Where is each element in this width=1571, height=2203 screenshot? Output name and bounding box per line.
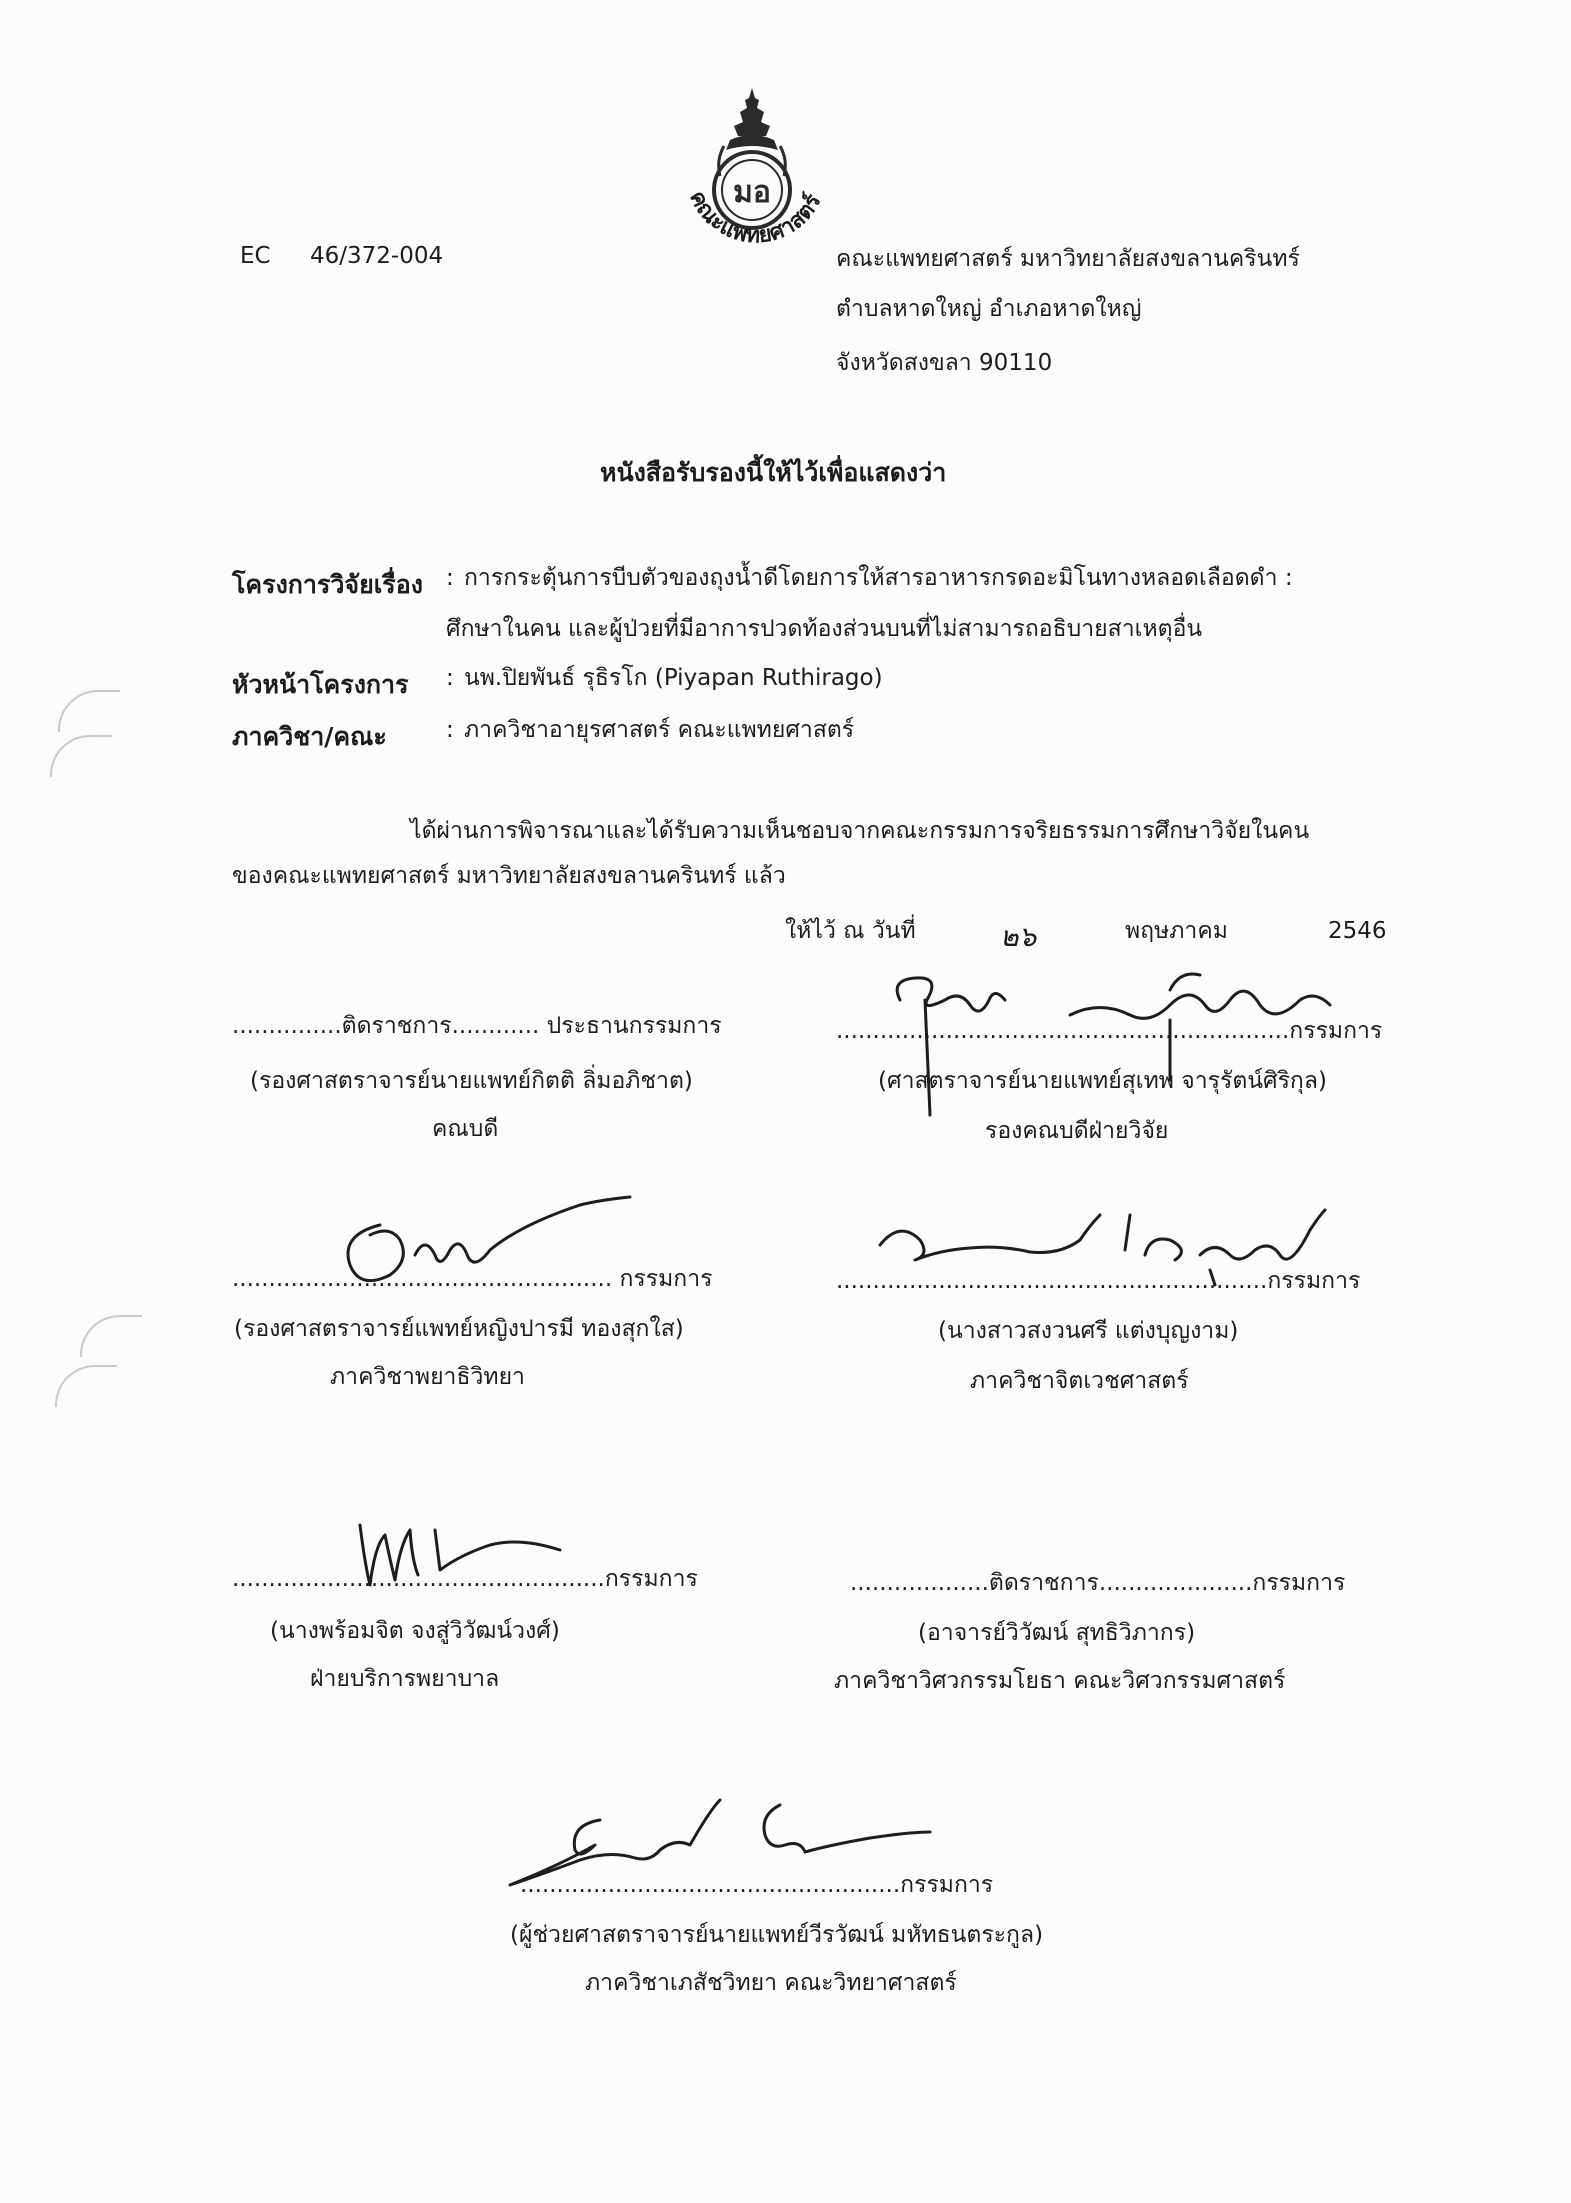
signatory-3-signature-line: .................................................... กรรมการ [232,1266,713,1292]
signatory-4-position: ภาควิชาจิตเวชศาสตร์ [970,1368,1189,1394]
given-month: พฤษภาคม [1125,918,1228,944]
punch-hole-mark [58,690,120,732]
department-label: ภาควิชา/คณะ [232,722,387,751]
project-head-value: นพ.ปิยพันธ์ รุธิรโก (Piyapan Ruthirago) [464,665,883,691]
signatory-2-position: รองคณบดีฝ่ายวิจัย [985,1118,1169,1144]
signatory-7-name: (ผู้ช่วยศาสตราจารย์นายแพทย์วีรวัฒน์ มหัทธนตระกูล) [510,1922,1044,1948]
signatory-3-name: (รองศาสตราจารย์แพทย์หญิงปารมี ทองสุกใส) [234,1316,684,1342]
signatory-1-position: คณบดี [432,1116,499,1142]
signatory-4-signature-line: ...........................................................กรรมการ [836,1268,1361,1294]
address-line-1: คณะแพทยศาสตร์ มหาวิทยาลัยสงขลานครินทร์ [836,246,1300,272]
punch-hole-mark [55,1365,117,1407]
emblem-arc-text: คณะแพทยศาสตร์ [684,187,827,249]
svg-text:มอ: มอ [733,175,771,210]
body-line-1: ได้ผ่านการพิจารณาและได้รับความเห็นชอบจากคณะกรรมการจริยธรรมการศึกษาวิจัยในคน [410,818,1310,844]
project-head-label: หัวหน้าโครงการ [232,670,409,699]
signatory-6-name: (อาจารย์วิวัฒน์ สุทธิวิภากร) [918,1620,1196,1646]
signatory-7-position: ภาควิชาเภสัชวิทยา คณะวิทยาศาสตร์ [585,1970,957,1996]
project-title-line-2: ศึกษาในคน และผู้ป่วยที่มีอาการปวดท้องส่วนบนที่ไม่สามารถอธิบายสาเหตุอื่น [446,616,1203,642]
signatory-5-signature-line: ...................................................กรรมการ [232,1566,698,1592]
project-head-sep: : [446,665,454,691]
signatory-1-name: (รองศาสตราจารย์นายแพทย์กิตติ ลิ่มอภิชาต) [250,1068,693,1094]
reference-number: 46/372-004 [310,243,444,269]
department-value: ภาควิชาอายุรศาสตร์ คณะแพทยศาสตร์ [464,717,855,743]
project-title-line-1: การกระตุ้นการบีบตัวของถุงน้ำดีโดยการให้สารอาหารกรดอะมิโนทางหลอดเลือดดำ : [464,565,1293,591]
signatory-6-position: ภาควิชาวิศวกรรมโยธา คณะวิศวกรรมศาสตร์ [834,1668,1286,1694]
reference-prefix: EC [240,243,271,269]
signatory-5-position: ฝ่ายบริการพยาบาล [310,1666,500,1692]
signatory-2-name: (ศาสตราจารย์นายแพทย์สุเทพ จารุรัตน์ศิริกุล) [878,1068,1327,1094]
project-sep: : [446,565,454,591]
signatory-2-signature-line: ..............................................................กรรมการ [836,1018,1383,1044]
body-line-2: ของคณะแพทยศาสตร์ มหาวิทยาลัยสงขลานครินทร์ แล้ว [232,863,786,889]
certificate-heading: หนังสือรับรองนี้ให้ไว้เพื่อแสดงว่า [600,458,947,487]
address-line-2: ตำบลหาดใหญ่ อำเภอหาดใหญ่ [836,296,1142,322]
signatory-1-signature-line: ...............ติดราชการ............ ประธานกรรมการ [232,1013,722,1039]
given-day: ๒๖ [1000,920,1037,953]
project-label: โครงการวิจัยเรื่อง [232,570,423,599]
given-prefix: ให้ไว้ ณ วันที่ [785,918,916,944]
department-sep: : [446,717,454,743]
given-year: 2546 [1328,918,1387,944]
signatory-4-name: (นางสาวสงวนศรี แต่งบุญงาม) [938,1318,1239,1344]
signatory-6-signature-line: ...................ติดราชการ.....................กรรมการ [850,1570,1346,1596]
punch-hole-mark [80,1315,142,1357]
punch-hole-mark [50,735,112,777]
faculty-emblem [660,80,845,265]
signatory-7-signature-line: ....................................................กรรมการ [520,1872,994,1898]
signatory-3-position: ภาควิชาพยาธิวิทยา [330,1364,525,1390]
signatory-5-name: (นางพร้อมจิต จงสู่วิวัฒน์วงศ์) [270,1618,560,1644]
address-line-3: จังหวัดสงขลา 90110 [836,350,1053,376]
